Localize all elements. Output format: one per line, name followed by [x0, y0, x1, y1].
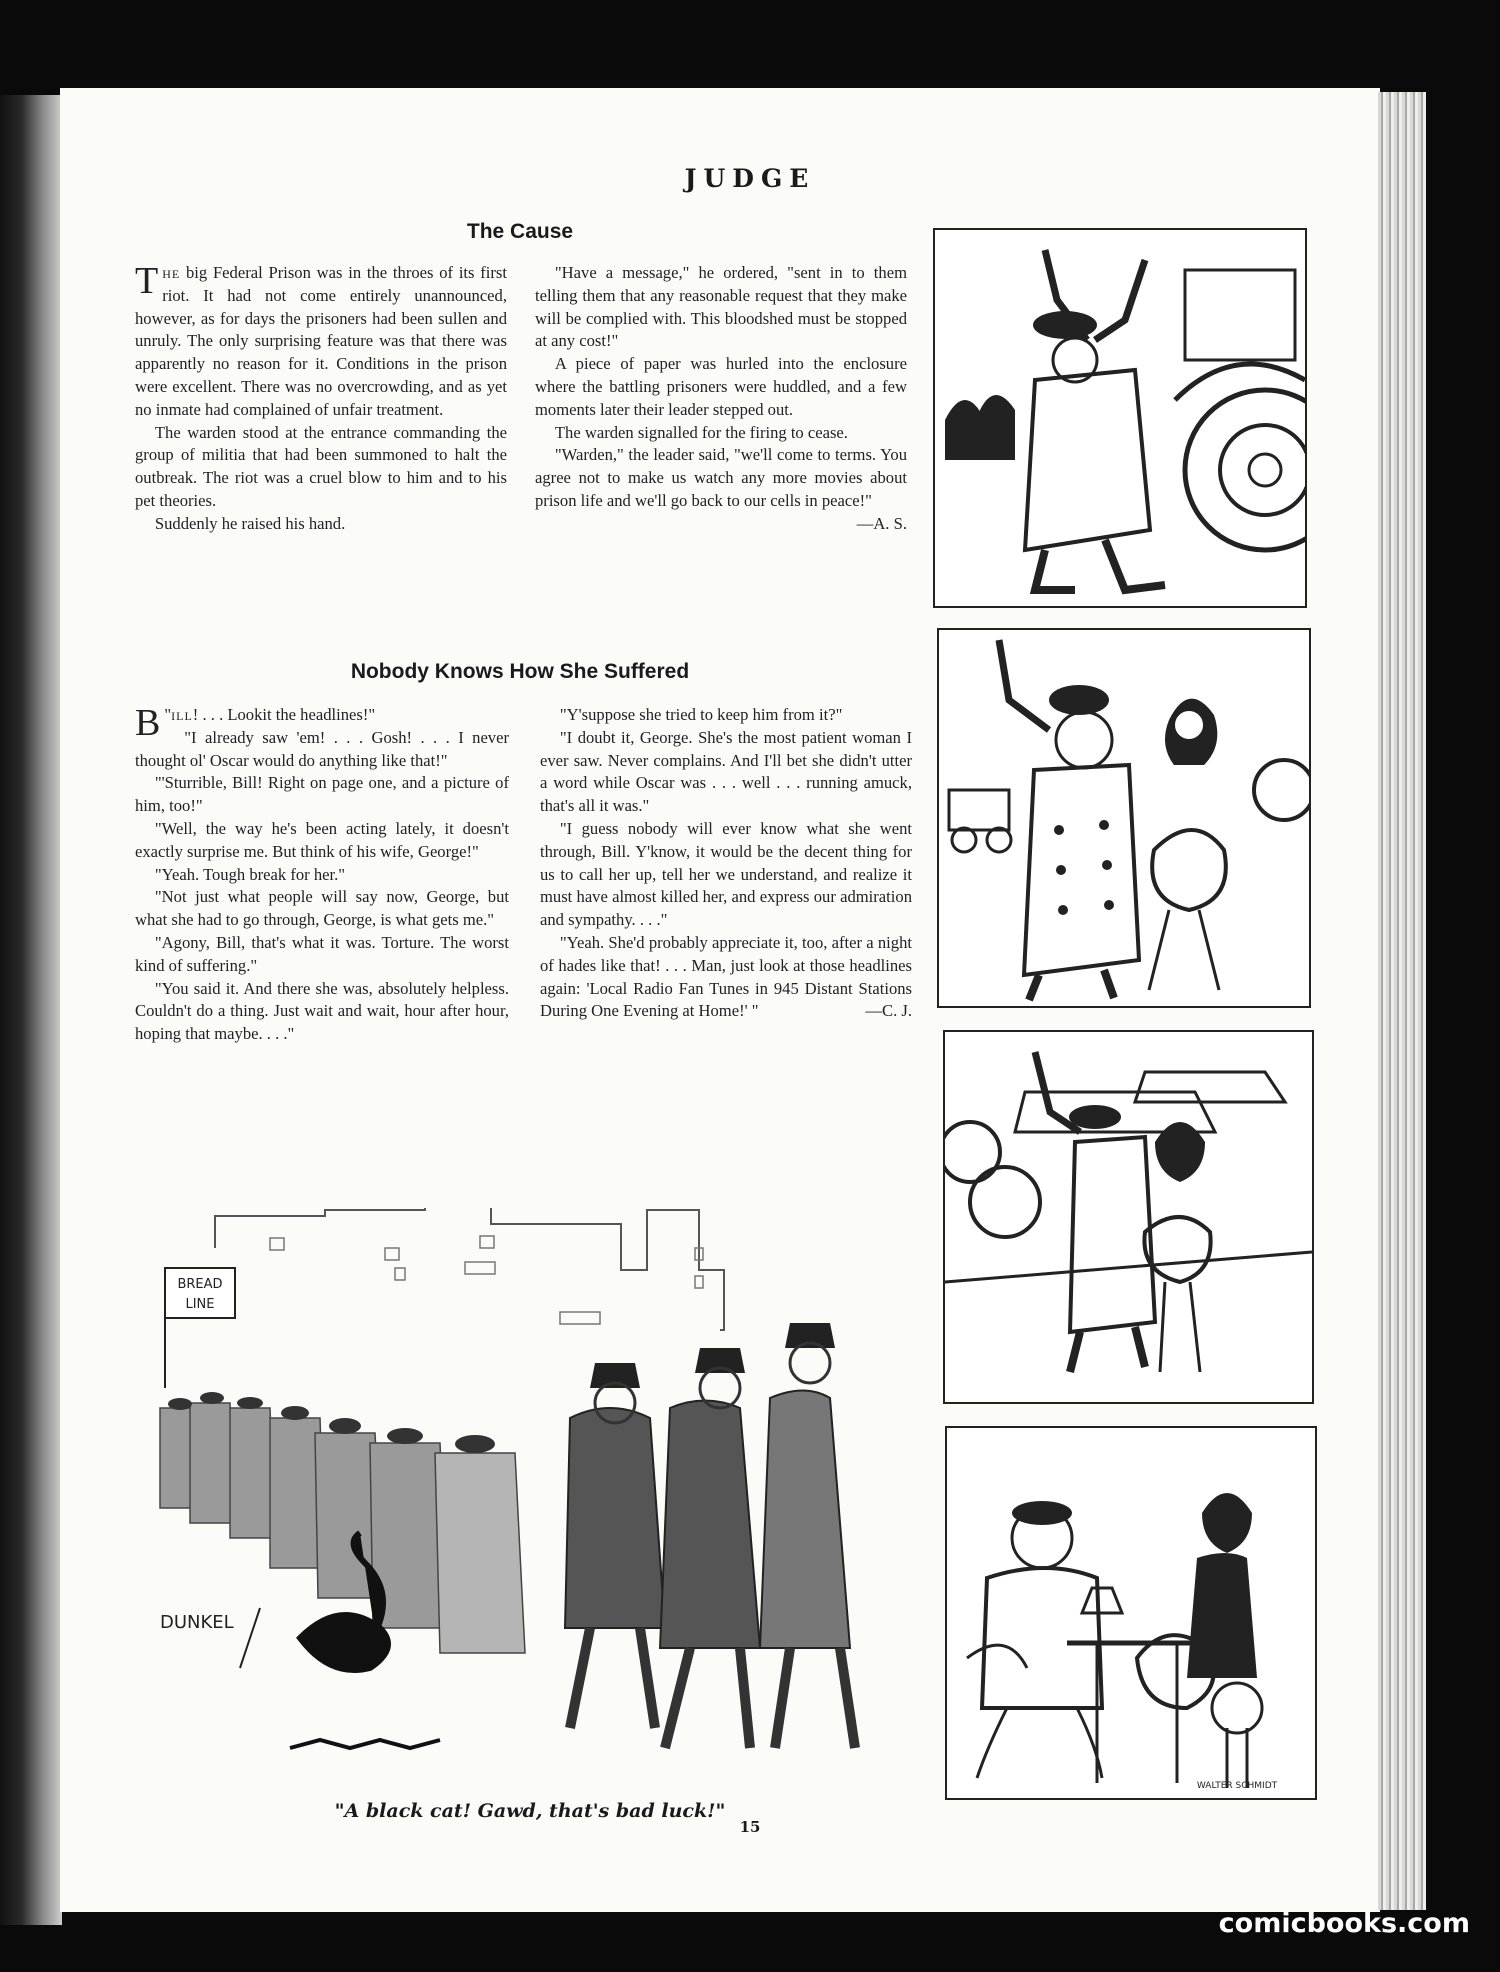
book-spine-shadow — [0, 95, 62, 1925]
story2-column-left: " B ill! . . . Lookit the headlines!" "I already saw 'em! . . . Gosh! . . . I never thought ol' Oscar would do anything like that!" "'Sturrible, Bill! Right on page one, and a picture of him, too!" "Well, the way he's been acting lately, it doesn't exactly surprise me. But think of his wife, George!" "Yeah. Tough break for her." "Not just what people will say now, George, but what she had to go through, George, is what gets me." "Agony, Bill, that's what it was. Torture. The worst kind of suffering." "You said it. And there she was, absolutely helpless. Couldn't do a thing. Just wait and wait, hour after hour, hoping that maybe. . . ." — [135, 704, 509, 1046]
cartoon-artist-signature: DUNKEL — [160, 1612, 234, 1633]
sign-line-1: BREAD — [177, 1277, 223, 1292]
story2-paragraph: "You said it. And there she was, absolutely helpless. Couldn't do a thing. Just wait and wait, hour after hour, hoping that maybe. . . ." — [135, 978, 509, 1044]
story1-paragraph: The warden stood at the entrance commanding the group of militia that had been summoned to halt the outbreak. The riot was a cruel blow to him and to his pet theories. — [135, 422, 507, 510]
story1-signature: —A. S. — [856, 513, 907, 533]
soda-fountain-illustration — [947, 1428, 1315, 1798]
story2-paragraph: "I already saw 'em! . . . Gosh! . . . I never thought ol' Oscar would do anything like that!" — [135, 727, 509, 770]
cop-and-flapper-illustration — [939, 630, 1309, 1006]
story1-paragraph: A piece of paper was hurled into the enclosure where the battling prisoners were huddled, and a few moments later their leader stepped out. — [535, 354, 907, 419]
cartoon-caption: "A black cat! Gawd, that's bad luck!" — [334, 1800, 726, 1822]
cop-walking-with-flapper-illustration — [945, 1032, 1312, 1402]
story1-paragraph: Suddenly he raised his hand. — [154, 513, 346, 533]
story1-column-right — [535, 262, 907, 536]
story1-paragraph: "Warden," the leader said, "we'll come to terms. You agree not to make us watch any more movies about prison life and we'll go back to our cells in peace!" —A. S. — [535, 444, 907, 512]
story2-title: Nobody Knows How She Suffered — [350, 660, 690, 683]
bread-line-cartoon — [150, 1208, 910, 1768]
story2-paragraph: "I doubt it, George. She's the most patient woman I ever saw. Never complains. And I'll bet she didn't utter a word while Oscar was . . . well . . . running amuck, that's all it was." — [540, 727, 912, 816]
story2-paragraph: "Agony, Bill, that's what it was. Torture. The worst kind of suffering." — [135, 932, 509, 975]
strip-artist-signature: WALTER SCHMIDT — [1196, 1781, 1278, 1791]
story2-paragraph: "Yeah. Tough break for her." — [154, 864, 346, 884]
page-number: 15 — [739, 1818, 761, 1836]
masthead: JUDGE — [684, 164, 816, 193]
page-stack-edge — [1378, 92, 1426, 1910]
story1-column-left: The big Federal Prison was in the throes of its first riot. It had not come entirely unannounced, however, as for days the prisoners had been sullen and unruly. The only surprising feature was that there was apparently no reason for it. Conditions in the prison were excellent. There was no overcrowding, and as yet no inmate had complained of unfair treatment. The warden stood at the entrance commanding the group of militia that had been summoned to halt the outbreak. The riot was a cruel blow to him and to his pet theories. Suddenly he raised his hand. — [135, 262, 507, 536]
story1-paragraph: The warden signalled for the firing to cease. — [554, 422, 848, 442]
strip-panel-4 — [945, 1426, 1317, 1800]
strip-panel-2 — [937, 628, 1311, 1008]
sign-line-2: LINE — [185, 1297, 215, 1312]
story2-signature: —C. J. — [865, 1001, 912, 1021]
site-watermark: comicbooks.com — [1218, 1908, 1470, 1939]
story2-paragraph: "Well, the way he's been acting lately, it doesn't exactly surprise me. But think of his wife, George!" — [135, 818, 509, 861]
story2-paragraph: "Y'suppose she tried to keep him from it?" — [559, 705, 843, 724]
story1-paragraph: "Have a message," he ordered, "sent in to them telling them that any reasonable request that they make will be complied with. This bloodshed must be stopped at any cost!" — [535, 263, 907, 351]
strip-panel-1 — [933, 228, 1307, 608]
traffic-cop-illustration — [935, 230, 1305, 606]
bread-line-illustration — [150, 1208, 910, 1768]
story2-paragraph: "Not just what people will say now, George, but what she had to go through, George, is what gets me." — [135, 887, 509, 930]
story1-dropcap: T — [135, 260, 159, 302]
story2-dropcap: B — [135, 702, 161, 744]
story2-column-right — [540, 704, 912, 1023]
story2-paragraph: "I guess nobody will ever know what she went through, Bill. Y'know, it would be the decent thing for us to call her up, tell her we understand, and realize it must have almost killed her, and express our admiration and sympathy. . . ." — [540, 818, 912, 930]
story1-title: The Cause — [466, 220, 574, 243]
story2-paragraph: "Yeah. She'd probably appreciate it, too, after a night of hades like that! . . . Man, just look at those headlines again: 'Local Radio Fan Tunes in 945 Distant Stations During One Evening at Home!' " —C. J. — [540, 932, 912, 1023]
story2-paragraph: "'Sturrible, Bill! Right on page one, and a picture of him, too!" — [135, 773, 509, 816]
strip-panel-3 — [943, 1030, 1314, 1404]
